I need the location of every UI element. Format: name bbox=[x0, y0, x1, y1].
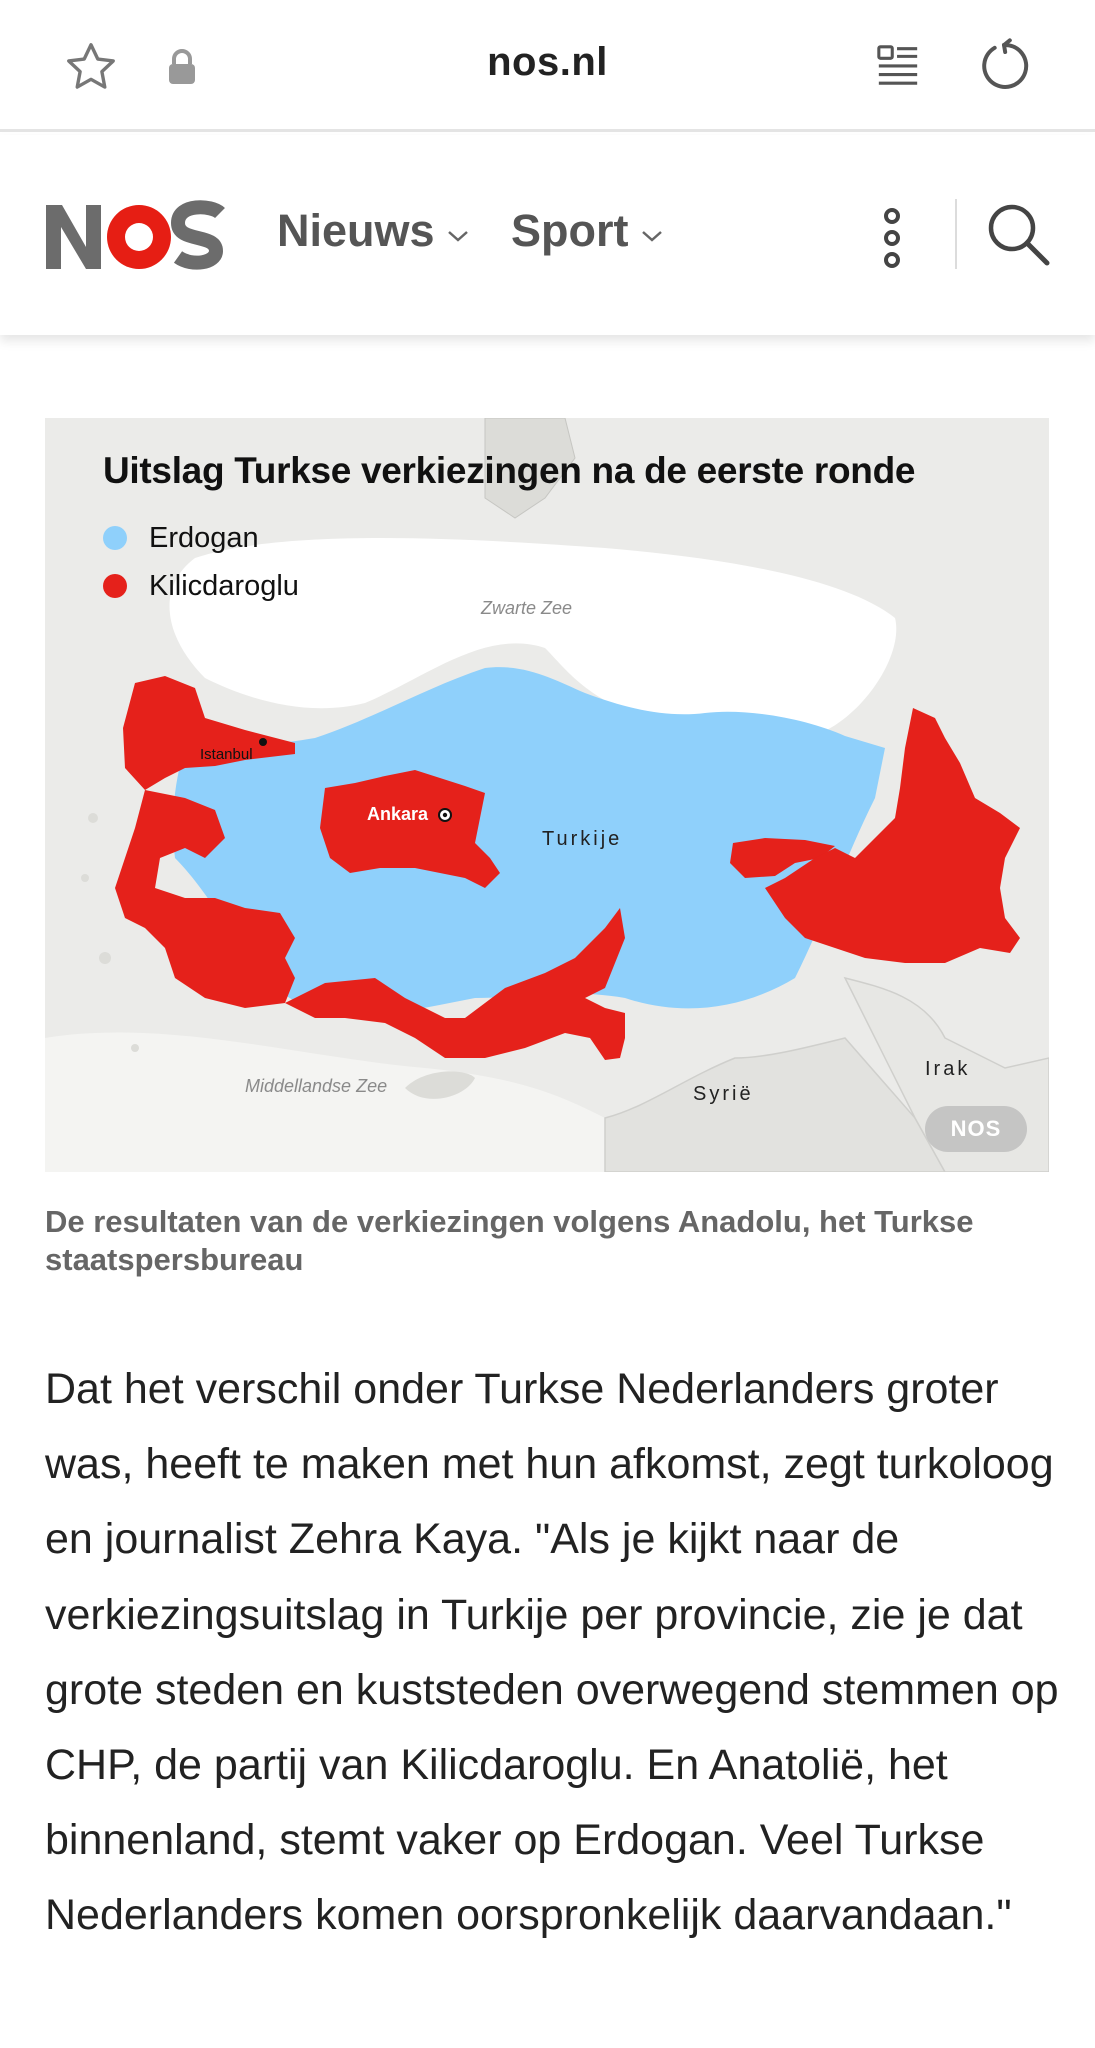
label-turkije: Turkije bbox=[542, 828, 623, 850]
reader-mode-icon[interactable] bbox=[874, 42, 922, 88]
figure-caption: De resultaten van de verkiezingen volgens Anadolu, het Turkse staatspersbureau bbox=[45, 1204, 974, 1277]
nav-nieuws-label: Nieuws bbox=[277, 205, 435, 256]
label-mediterranean: Middellandse Zee bbox=[245, 1076, 388, 1096]
legend-item-erdogan bbox=[103, 514, 299, 562]
nav-sport[interactable] bbox=[511, 205, 663, 257]
label-irak: Irak bbox=[925, 1058, 971, 1080]
article-paragraph: Dat het verschil onder Turkse Nederlanders groter was, heeft te maken met hun afkomst, zegt turkoloog en journalist Zehra Kaya. "Als je kijkt naar de verkiezingsuitslag in Turkije per provincie, zie je dat grote steden en kuststeden overwegend stemmen op CHP, de partij van Kilicdaroglu. En Anatolië, het binnenland, stemt vaker op Erdogan. Veel Turkse Nederlanders komen oorspronkelijk daarvandaan." bbox=[45, 1365, 1059, 1940]
legend-swatch-kilicdaroglu bbox=[103, 574, 127, 598]
map-legend bbox=[103, 514, 299, 610]
legend-label-kilicdaroglu: Kilicdaroglu bbox=[149, 569, 299, 602]
nos-logo[interactable] bbox=[44, 197, 232, 277]
more-vertical-icon[interactable] bbox=[870, 205, 914, 271]
url-text[interactable]: nos.nl bbox=[487, 40, 608, 84]
map-title: Uitslag Turkse verkiezingen na de eerste ronde bbox=[103, 450, 916, 491]
label-istanbul: Istanbul bbox=[200, 746, 253, 763]
site-header bbox=[0, 135, 1095, 335]
label-ankara: Ankara bbox=[367, 804, 429, 824]
browser-toolbar bbox=[0, 0, 1095, 132]
legend-item-kilicdaroglu bbox=[103, 562, 299, 610]
legend-swatch-erdogan bbox=[103, 526, 127, 550]
nav-sport-label: Sport bbox=[511, 205, 629, 256]
chevron-down-icon bbox=[641, 229, 663, 243]
nav-nieuws[interactable] bbox=[277, 205, 469, 257]
header-divider bbox=[955, 199, 957, 269]
search-icon[interactable] bbox=[985, 201, 1051, 267]
reload-icon[interactable] bbox=[976, 38, 1032, 94]
election-map-figure[interactable] bbox=[45, 418, 1049, 1172]
legend-label-erdogan: Erdogan bbox=[149, 521, 259, 554]
label-syrie: Syrië bbox=[693, 1083, 754, 1105]
chevron-down-icon bbox=[447, 229, 469, 243]
label-black-sea: Zwarte Zee bbox=[481, 598, 573, 618]
nos-watermark: NOS bbox=[925, 1106, 1027, 1152]
